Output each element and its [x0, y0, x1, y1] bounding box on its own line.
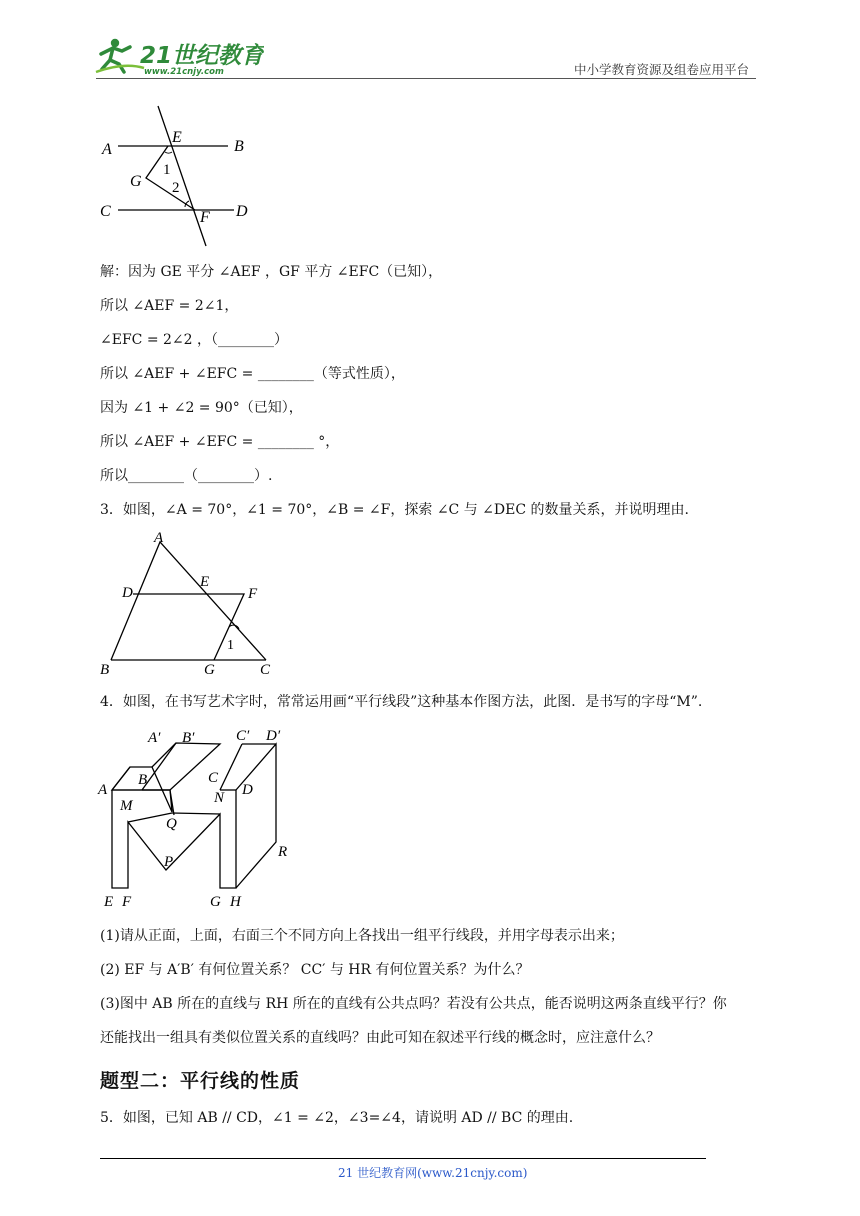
fig4-label: H	[230, 894, 241, 910]
fig4-label: D	[242, 782, 253, 798]
fig3-angle-label: 1	[227, 638, 234, 653]
fig1-label: C	[100, 203, 111, 220]
solution-line: 所以________（________）.	[100, 468, 273, 484]
fig4-label: P	[164, 854, 174, 870]
figure-triangle-parallelogram	[96, 528, 286, 680]
fig4-label: A′	[148, 730, 161, 746]
fig3-label: G	[204, 662, 215, 678]
figure-letter-m-3d	[96, 722, 306, 912]
fig4-label: D′	[266, 728, 281, 744]
fig1-label: F	[200, 209, 210, 226]
fig4-label: F	[122, 894, 132, 910]
footer-divider	[100, 1158, 706, 1159]
fig4-label: C′	[236, 728, 250, 744]
fig1-label: G	[130, 173, 142, 190]
header-platform-text: 中小学教育资源及组卷应用平台	[574, 62, 750, 77]
fig3-label: D	[122, 585, 133, 601]
fig4-label: Q	[166, 816, 177, 832]
question-4-sub-3: (3)图中 AB 所在的直线与 RH 所在的直线有公共点吗？若没有公共点，能否说明这两条直线平行？你	[100, 996, 727, 1012]
fig4-label: G	[210, 894, 221, 910]
header-divider	[96, 78, 756, 79]
fig4-label: A	[98, 782, 108, 798]
question-3-text: 3．如图，∠A = 70°，∠1 = 70°，∠B = ∠F，探索 ∠C 与 ∠DEC 的数量关系，并说明理由.	[100, 502, 689, 518]
solution-line: 所以 ∠AEF = 2∠1，	[100, 298, 239, 314]
solution-line: 所以 ∠AEF + ∠EFC = ________ °，	[100, 434, 340, 450]
question-5-text: 5．如图，已知 AB // CD，∠1 = ∠2，∠3=∠4，请说明 AD // BC 的理由.	[100, 1110, 574, 1126]
question-4-sub-3-cont: 还能找出一组具有类似位置关系的直线吗？由此可知在叙述平行线的概念时，应注意什么？	[100, 1030, 660, 1046]
solution-line: 因为 ∠1 + ∠2 = 90°（已知），	[100, 400, 303, 416]
fig1-label: A	[102, 141, 112, 158]
fig3-label: E	[200, 574, 210, 590]
footer-text: 21 世纪教育网(www.21cnjy.com)	[338, 1166, 528, 1180]
fig1-angle-label: 1	[163, 162, 171, 178]
fig3-label: F	[248, 586, 258, 602]
fig4-label: C	[208, 770, 219, 786]
fig3-label: B	[100, 662, 110, 678]
question-4-sub-1: (1)请从正面，上面，右面三个不同方向上各找出一组平行线段，并用字母表示出来；	[100, 928, 624, 944]
solution-line: 解：因为 GE 平分 ∠AEF ，GF 平方 ∠EFC（已知），	[100, 264, 443, 280]
question-4-sub-2: (2) EF 与 A′B′ 有何位置关系？ CC′ 与 HR 有何位置关系？为什么？	[100, 962, 530, 978]
fig4-label: N	[214, 790, 225, 806]
fig4-label: B′	[182, 730, 195, 746]
solution-line: 所以 ∠AEF + ∠EFC = ________（等式性质），	[100, 366, 405, 382]
fig4-label: E	[104, 894, 114, 910]
section-title: 题型二：平行线的性质	[100, 1070, 301, 1092]
fig4-label: B	[138, 772, 148, 788]
fig4-label: M	[120, 798, 133, 814]
solution-line: ∠EFC = 2∠2 ，（________）	[100, 332, 289, 348]
fig1-label: B	[234, 138, 244, 155]
fig3-label: A	[154, 530, 164, 546]
logo-text: 21世纪教育	[140, 43, 264, 69]
fig1-label: E	[172, 129, 182, 146]
fig3-label: C	[260, 662, 271, 678]
site-logo	[94, 36, 264, 78]
fig4-label: R	[278, 844, 288, 860]
question-4-text: 4．如图，在书写艺术字时，常常运用画“平行线段”这种基本作图方法，此图．是书写的字母“M”.	[100, 694, 703, 710]
logo-url: www.21cnjy.com	[144, 67, 224, 77]
fig1-angle-label: 2	[172, 180, 180, 196]
figure-parallel-lines-angle-bisectors	[96, 100, 266, 250]
fig1-label: D	[236, 203, 248, 220]
